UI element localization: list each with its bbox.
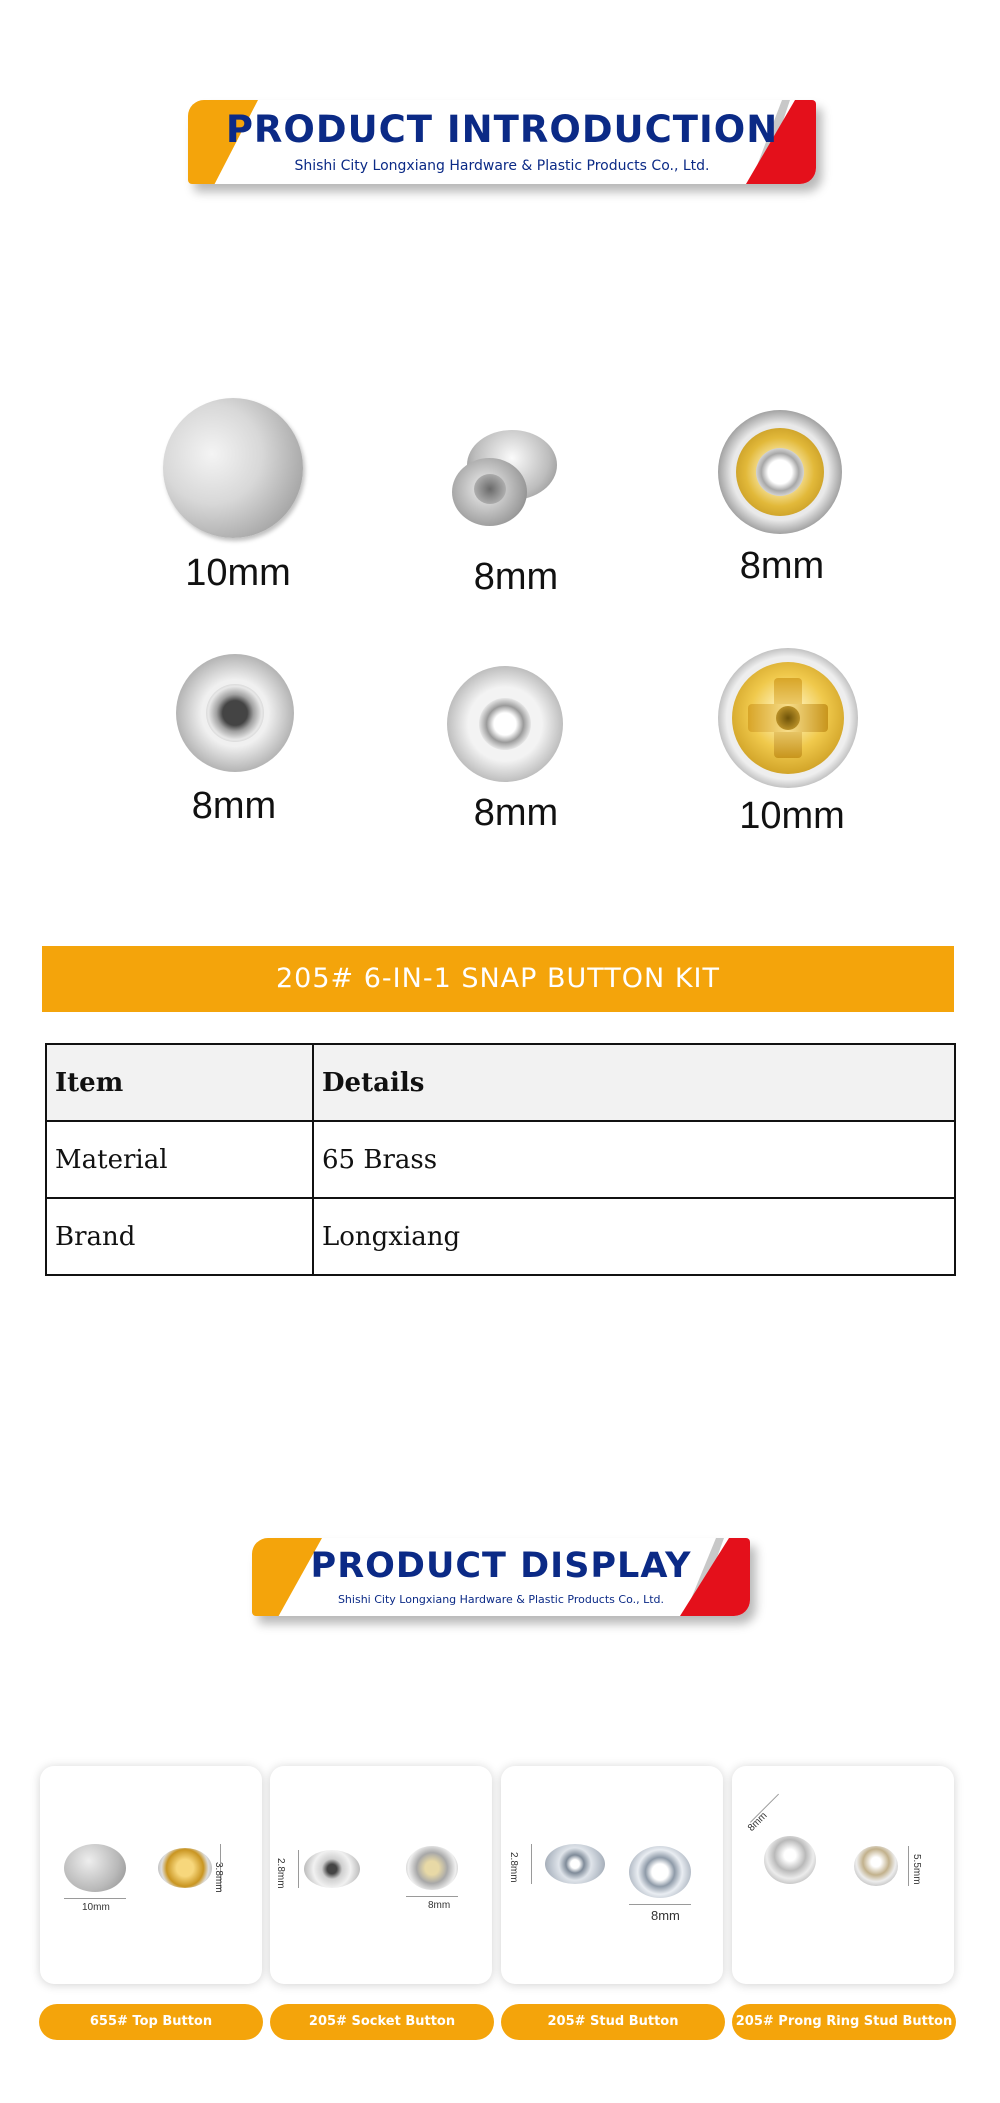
table-row [46, 1121, 955, 1198]
product-introduction-banner [188, 100, 816, 184]
stud-icon [452, 430, 562, 530]
kit-title-bar: 205# 6-IN-1 SNAP BUTTON KIT [42, 946, 954, 1012]
product-name-pill[interactable]: 205# Socket Button [270, 2004, 494, 2040]
prong-back-icon [158, 1848, 212, 1888]
product-card[interactable] [40, 1766, 262, 1984]
component-size-label: 8mm [473, 792, 559, 834]
dimension-label: 10mm [82, 1902, 110, 1913]
prong-ring-stud-icon [764, 1836, 816, 1884]
product-name-pill[interactable]: 655# Top Button [39, 2004, 263, 2040]
component-size-label: 8mm [191, 785, 277, 827]
product-name-pill[interactable]: 205# Prong Ring Stud Button [732, 2004, 956, 2040]
socket-gold-icon [718, 410, 842, 534]
table-cell: Longxiang [313, 1198, 955, 1275]
table-cell: 65 Brass [313, 1121, 955, 1198]
banner-card [188, 100, 816, 184]
banner-title: PRODUCT DISPLAY [310, 1546, 692, 1586]
component-size-label: 10mm [739, 795, 845, 837]
dimension-label: 2.8mm [275, 1858, 286, 1889]
dimension-label: 5.5mm [911, 1854, 922, 1885]
banner-card [252, 1538, 750, 1616]
table-cell: Brand [46, 1198, 313, 1275]
component-size-label: 8mm [473, 556, 559, 598]
stud-eyelet-icon [447, 666, 563, 782]
product-display-banner [252, 1538, 750, 1616]
top-button-icon [64, 1844, 126, 1892]
post-ring-icon [176, 654, 294, 772]
component-size-label: 10mm [185, 552, 291, 594]
prong-gold-icon [718, 648, 858, 788]
table-header-row [46, 1044, 955, 1121]
dimension-label: 8mm [651, 1908, 680, 1923]
product-card[interactable] [270, 1766, 492, 1984]
banner-subtitle: Shishi City Longxiang Hardware & Plastic Products Co., Ltd. [294, 158, 710, 174]
banner-title: PRODUCT INTRODUCTION [225, 108, 779, 151]
socket-back-icon [406, 1846, 458, 1890]
dimension-label: 2.8mm [508, 1852, 519, 1883]
dimension-label: 3.8mm [213, 1862, 224, 1893]
product-card[interactable] [732, 1766, 954, 1984]
prong-ring-stud-side-icon [854, 1846, 898, 1886]
flat-cap-icon [163, 398, 303, 538]
table-header-item: Item [46, 1044, 313, 1121]
banner-subtitle: Shishi City Longxiang Hardware & Plastic Products Co., Ltd. [337, 1593, 665, 1606]
table-header-details: Details [313, 1044, 955, 1121]
product-card[interactable] [501, 1766, 723, 1984]
dimension-label: 8mm [746, 1810, 770, 1834]
stud-button-icon [545, 1844, 605, 1884]
stud-back-icon [629, 1846, 691, 1898]
dimension-label: 8mm [428, 1900, 451, 1911]
spec-table [45, 1043, 956, 1276]
table-row [46, 1198, 955, 1275]
table-cell: Material [46, 1121, 313, 1198]
product-name-pill[interactable]: 205# Stud Button [501, 2004, 725, 2040]
component-size-label: 8mm [739, 545, 825, 587]
socket-button-icon [304, 1850, 360, 1888]
